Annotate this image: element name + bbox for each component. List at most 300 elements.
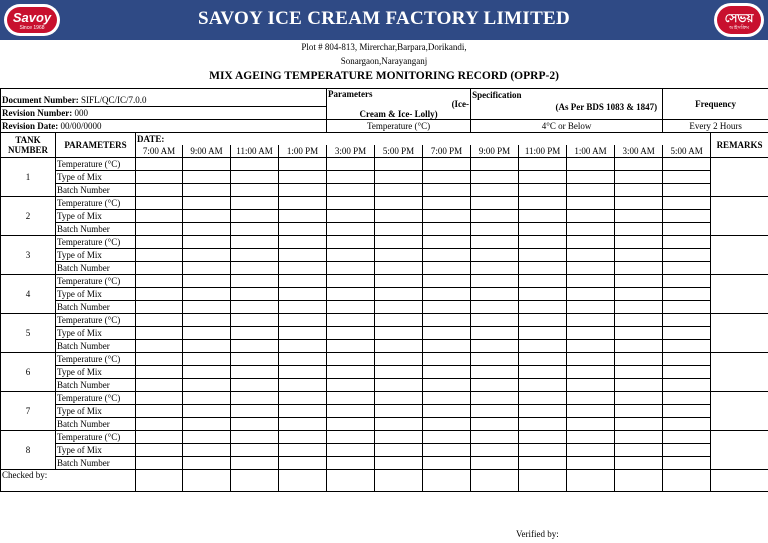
- reading-cell[interactable]: [375, 262, 423, 275]
- reading-cell[interactable]: [231, 431, 279, 444]
- reading-cell[interactable]: [279, 418, 327, 431]
- reading-cell[interactable]: [471, 418, 519, 431]
- reading-cell[interactable]: [567, 353, 615, 366]
- reading-cell[interactable]: [471, 158, 519, 171]
- reading-cell[interactable]: [279, 210, 327, 223]
- reading-cell[interactable]: [663, 236, 711, 249]
- reading-cell[interactable]: [279, 392, 327, 405]
- reading-cell[interactable]: [279, 379, 327, 392]
- reading-cell[interactable]: [231, 457, 279, 470]
- reading-cell[interactable]: [327, 171, 375, 184]
- reading-cell[interactable]: [519, 236, 567, 249]
- reading-cell[interactable]: [471, 184, 519, 197]
- reading-cell[interactable]: [327, 457, 375, 470]
- reading-cell[interactable]: [279, 275, 327, 288]
- reading-cell[interactable]: [327, 301, 375, 314]
- reading-cell[interactable]: [231, 405, 279, 418]
- reading-cell[interactable]: [567, 262, 615, 275]
- reading-cell[interactable]: [136, 184, 183, 197]
- reading-cell[interactable]: [615, 184, 663, 197]
- reading-cell[interactable]: [567, 210, 615, 223]
- reading-cell[interactable]: [375, 171, 423, 184]
- reading-cell[interactable]: [136, 171, 183, 184]
- reading-cell[interactable]: [567, 158, 615, 171]
- reading-cell[interactable]: [327, 353, 375, 366]
- reading-cell[interactable]: [471, 210, 519, 223]
- reading-cell[interactable]: [423, 392, 471, 405]
- reading-cell[interactable]: [375, 457, 423, 470]
- reading-cell[interactable]: [183, 379, 231, 392]
- reading-cell[interactable]: [519, 223, 567, 236]
- reading-cell[interactable]: [519, 340, 567, 353]
- reading-cell[interactable]: [136, 314, 183, 327]
- reading-cell[interactable]: [519, 444, 567, 457]
- reading-cell[interactable]: [375, 210, 423, 223]
- reading-cell[interactable]: [471, 379, 519, 392]
- reading-cell[interactable]: [423, 249, 471, 262]
- reading-cell[interactable]: [519, 184, 567, 197]
- remarks-cell[interactable]: [711, 392, 768, 431]
- reading-cell[interactable]: [136, 210, 183, 223]
- reading-cell[interactable]: [519, 249, 567, 262]
- reading-cell[interactable]: [136, 405, 183, 418]
- reading-cell[interactable]: [327, 288, 375, 301]
- reading-cell[interactable]: [231, 210, 279, 223]
- reading-cell[interactable]: [567, 340, 615, 353]
- reading-cell[interactable]: [615, 340, 663, 353]
- reading-cell[interactable]: [423, 210, 471, 223]
- reading-cell[interactable]: [519, 171, 567, 184]
- reading-cell[interactable]: [327, 314, 375, 327]
- reading-cell[interactable]: [183, 197, 231, 210]
- reading-cell[interactable]: [136, 366, 183, 379]
- reading-cell[interactable]: [327, 184, 375, 197]
- reading-cell[interactable]: [423, 158, 471, 171]
- reading-cell[interactable]: [279, 444, 327, 457]
- reading-cell[interactable]: [231, 366, 279, 379]
- remarks-cell[interactable]: [711, 275, 768, 314]
- reading-cell[interactable]: [615, 418, 663, 431]
- reading-cell[interactable]: [567, 301, 615, 314]
- reading-cell[interactable]: [615, 262, 663, 275]
- reading-cell[interactable]: [327, 405, 375, 418]
- reading-cell[interactable]: [327, 340, 375, 353]
- reading-cell[interactable]: [183, 353, 231, 366]
- reading-cell[interactable]: [471, 327, 519, 340]
- reading-cell[interactable]: [519, 197, 567, 210]
- reading-cell[interactable]: [136, 262, 183, 275]
- reading-cell[interactable]: [567, 223, 615, 236]
- reading-cell[interactable]: [279, 340, 327, 353]
- reading-cell[interactable]: [279, 249, 327, 262]
- reading-cell[interactable]: [663, 184, 711, 197]
- reading-cell[interactable]: [375, 158, 423, 171]
- reading-cell[interactable]: [136, 197, 183, 210]
- reading-cell[interactable]: [327, 379, 375, 392]
- reading-cell[interactable]: [279, 288, 327, 301]
- reading-cell[interactable]: [663, 249, 711, 262]
- reading-cell[interactable]: [615, 275, 663, 288]
- reading-cell[interactable]: [615, 353, 663, 366]
- reading-cell[interactable]: [615, 288, 663, 301]
- reading-cell[interactable]: [519, 418, 567, 431]
- reading-cell[interactable]: [567, 392, 615, 405]
- reading-cell[interactable]: [136, 418, 183, 431]
- reading-cell[interactable]: [519, 262, 567, 275]
- reading-cell[interactable]: [375, 353, 423, 366]
- reading-cell[interactable]: [663, 314, 711, 327]
- reading-cell[interactable]: [423, 366, 471, 379]
- reading-cell[interactable]: [183, 444, 231, 457]
- reading-cell[interactable]: [279, 184, 327, 197]
- reading-cell[interactable]: [615, 223, 663, 236]
- signature-cell[interactable]: [663, 470, 711, 492]
- reading-cell[interactable]: [375, 197, 423, 210]
- reading-cell[interactable]: [663, 210, 711, 223]
- reading-cell[interactable]: [423, 327, 471, 340]
- reading-cell[interactable]: [183, 301, 231, 314]
- reading-cell[interactable]: [663, 158, 711, 171]
- reading-cell[interactable]: [471, 392, 519, 405]
- reading-cell[interactable]: [423, 457, 471, 470]
- reading-cell[interactable]: [471, 236, 519, 249]
- reading-cell[interactable]: [615, 457, 663, 470]
- reading-cell[interactable]: [231, 249, 279, 262]
- reading-cell[interactable]: [231, 158, 279, 171]
- reading-cell[interactable]: [423, 314, 471, 327]
- reading-cell[interactable]: [136, 379, 183, 392]
- reading-cell[interactable]: [136, 158, 183, 171]
- signature-cell[interactable]: [711, 470, 768, 492]
- reading-cell[interactable]: [279, 314, 327, 327]
- reading-cell[interactable]: [423, 353, 471, 366]
- reading-cell[interactable]: [183, 418, 231, 431]
- reading-cell[interactable]: [519, 353, 567, 366]
- reading-cell[interactable]: [231, 353, 279, 366]
- reading-cell[interactable]: [663, 171, 711, 184]
- reading-cell[interactable]: [615, 431, 663, 444]
- reading-cell[interactable]: [567, 431, 615, 444]
- reading-cell[interactable]: [183, 431, 231, 444]
- reading-cell[interactable]: [663, 288, 711, 301]
- reading-cell[interactable]: [615, 249, 663, 262]
- reading-cell[interactable]: [423, 275, 471, 288]
- reading-cell[interactable]: [519, 275, 567, 288]
- signature-cell[interactable]: [423, 470, 471, 492]
- reading-cell[interactable]: [231, 392, 279, 405]
- reading-cell[interactable]: [183, 262, 231, 275]
- reading-cell[interactable]: [423, 262, 471, 275]
- reading-cell[interactable]: [567, 288, 615, 301]
- signature-cell[interactable]: [471, 470, 519, 492]
- reading-cell[interactable]: [136, 444, 183, 457]
- reading-cell[interactable]: [663, 327, 711, 340]
- reading-cell[interactable]: [183, 340, 231, 353]
- reading-cell[interactable]: [615, 379, 663, 392]
- reading-cell[interactable]: [567, 249, 615, 262]
- reading-cell[interactable]: [615, 236, 663, 249]
- reading-cell[interactable]: [327, 275, 375, 288]
- reading-cell[interactable]: [615, 392, 663, 405]
- reading-cell[interactable]: [231, 379, 279, 392]
- reading-cell[interactable]: [423, 431, 471, 444]
- reading-cell[interactable]: [279, 236, 327, 249]
- reading-cell[interactable]: [327, 392, 375, 405]
- reading-cell[interactable]: [279, 223, 327, 236]
- reading-cell[interactable]: [375, 327, 423, 340]
- reading-cell[interactable]: [519, 301, 567, 314]
- reading-cell[interactable]: [231, 197, 279, 210]
- reading-cell[interactable]: [375, 405, 423, 418]
- reading-cell[interactable]: [231, 275, 279, 288]
- reading-cell[interactable]: [375, 249, 423, 262]
- reading-cell[interactable]: [519, 366, 567, 379]
- reading-cell[interactable]: [136, 249, 183, 262]
- reading-cell[interactable]: [183, 288, 231, 301]
- remarks-cell[interactable]: [711, 236, 768, 275]
- reading-cell[interactable]: [279, 457, 327, 470]
- reading-cell[interactable]: [327, 366, 375, 379]
- reading-cell[interactable]: [183, 366, 231, 379]
- reading-cell[interactable]: [423, 405, 471, 418]
- reading-cell[interactable]: [519, 327, 567, 340]
- reading-cell[interactable]: [136, 223, 183, 236]
- reading-cell[interactable]: [663, 418, 711, 431]
- reading-cell[interactable]: [423, 379, 471, 392]
- reading-cell[interactable]: [375, 301, 423, 314]
- signature-cell[interactable]: [519, 470, 567, 492]
- reading-cell[interactable]: [663, 431, 711, 444]
- reading-cell[interactable]: [183, 158, 231, 171]
- reading-cell[interactable]: [327, 158, 375, 171]
- reading-cell[interactable]: [471, 353, 519, 366]
- reading-cell[interactable]: [615, 301, 663, 314]
- reading-cell[interactable]: [231, 327, 279, 340]
- reading-cell[interactable]: [567, 405, 615, 418]
- reading-cell[interactable]: [279, 366, 327, 379]
- reading-cell[interactable]: [136, 301, 183, 314]
- reading-cell[interactable]: [471, 405, 519, 418]
- reading-cell[interactable]: [375, 314, 423, 327]
- reading-cell[interactable]: [519, 158, 567, 171]
- reading-cell[interactable]: [615, 366, 663, 379]
- reading-cell[interactable]: [663, 366, 711, 379]
- signature-cell[interactable]: [279, 470, 327, 492]
- signature-cell[interactable]: [327, 470, 375, 492]
- reading-cell[interactable]: [231, 262, 279, 275]
- reading-cell[interactable]: [663, 405, 711, 418]
- remarks-cell[interactable]: [711, 197, 768, 236]
- reading-cell[interactable]: [183, 275, 231, 288]
- reading-cell[interactable]: [327, 418, 375, 431]
- reading-cell[interactable]: [519, 314, 567, 327]
- remarks-cell[interactable]: [711, 158, 768, 197]
- reading-cell[interactable]: [231, 340, 279, 353]
- reading-cell[interactable]: [471, 340, 519, 353]
- reading-cell[interactable]: [327, 431, 375, 444]
- reading-cell[interactable]: [519, 431, 567, 444]
- reading-cell[interactable]: [183, 314, 231, 327]
- reading-cell[interactable]: [231, 301, 279, 314]
- reading-cell[interactable]: [615, 405, 663, 418]
- reading-cell[interactable]: [375, 288, 423, 301]
- reading-cell[interactable]: [471, 431, 519, 444]
- reading-cell[interactable]: [136, 275, 183, 288]
- reading-cell[interactable]: [519, 379, 567, 392]
- reading-cell[interactable]: [183, 392, 231, 405]
- reading-cell[interactable]: [279, 405, 327, 418]
- signature-cell[interactable]: [615, 470, 663, 492]
- reading-cell[interactable]: [423, 236, 471, 249]
- reading-cell[interactable]: [183, 210, 231, 223]
- reading-cell[interactable]: [375, 184, 423, 197]
- reading-cell[interactable]: [375, 418, 423, 431]
- reading-cell[interactable]: [183, 457, 231, 470]
- reading-cell[interactable]: [136, 392, 183, 405]
- reading-cell[interactable]: [423, 184, 471, 197]
- reading-cell[interactable]: [519, 405, 567, 418]
- reading-cell[interactable]: [327, 249, 375, 262]
- reading-cell[interactable]: [615, 444, 663, 457]
- reading-cell[interactable]: [471, 275, 519, 288]
- reading-cell[interactable]: [567, 314, 615, 327]
- reading-cell[interactable]: [471, 197, 519, 210]
- remarks-cell[interactable]: [711, 314, 768, 353]
- reading-cell[interactable]: [231, 223, 279, 236]
- reading-cell[interactable]: [567, 457, 615, 470]
- reading-cell[interactable]: [375, 223, 423, 236]
- reading-cell[interactable]: [375, 236, 423, 249]
- reading-cell[interactable]: [423, 444, 471, 457]
- remarks-cell[interactable]: [711, 431, 768, 470]
- reading-cell[interactable]: [231, 418, 279, 431]
- reading-cell[interactable]: [375, 379, 423, 392]
- reading-cell[interactable]: [663, 197, 711, 210]
- reading-cell[interactable]: [615, 197, 663, 210]
- reading-cell[interactable]: [279, 158, 327, 171]
- reading-cell[interactable]: [423, 340, 471, 353]
- reading-cell[interactable]: [136, 457, 183, 470]
- reading-cell[interactable]: [327, 197, 375, 210]
- reading-cell[interactable]: [567, 184, 615, 197]
- reading-cell[interactable]: [663, 262, 711, 275]
- reading-cell[interactable]: [183, 327, 231, 340]
- reading-cell[interactable]: [136, 431, 183, 444]
- remarks-cell[interactable]: [711, 353, 768, 392]
- reading-cell[interactable]: [136, 327, 183, 340]
- reading-cell[interactable]: [567, 171, 615, 184]
- reading-cell[interactable]: [231, 171, 279, 184]
- reading-cell[interactable]: [183, 184, 231, 197]
- signature-cell[interactable]: [231, 470, 279, 492]
- reading-cell[interactable]: [375, 392, 423, 405]
- reading-cell[interactable]: [231, 236, 279, 249]
- reading-cell[interactable]: [327, 223, 375, 236]
- reading-cell[interactable]: [327, 210, 375, 223]
- reading-cell[interactable]: [423, 418, 471, 431]
- reading-cell[interactable]: [471, 457, 519, 470]
- reading-cell[interactable]: [423, 171, 471, 184]
- reading-cell[interactable]: [183, 249, 231, 262]
- signature-cell[interactable]: [136, 470, 183, 492]
- signature-cell[interactable]: [567, 470, 615, 492]
- reading-cell[interactable]: [327, 236, 375, 249]
- reading-cell[interactable]: [567, 236, 615, 249]
- reading-cell[interactable]: [567, 366, 615, 379]
- reading-cell[interactable]: [231, 444, 279, 457]
- reading-cell[interactable]: [375, 431, 423, 444]
- reading-cell[interactable]: [279, 197, 327, 210]
- reading-cell[interactable]: [183, 223, 231, 236]
- reading-cell[interactable]: [471, 444, 519, 457]
- reading-cell[interactable]: [519, 210, 567, 223]
- reading-cell[interactable]: [663, 223, 711, 236]
- reading-cell[interactable]: [567, 444, 615, 457]
- reading-cell[interactable]: [519, 457, 567, 470]
- reading-cell[interactable]: [663, 379, 711, 392]
- reading-cell[interactable]: [471, 301, 519, 314]
- reading-cell[interactable]: [663, 301, 711, 314]
- reading-cell[interactable]: [471, 262, 519, 275]
- reading-cell[interactable]: [471, 249, 519, 262]
- reading-cell[interactable]: [327, 444, 375, 457]
- reading-cell[interactable]: [423, 223, 471, 236]
- reading-cell[interactable]: [567, 197, 615, 210]
- reading-cell[interactable]: [136, 288, 183, 301]
- reading-cell[interactable]: [231, 184, 279, 197]
- reading-cell[interactable]: [663, 457, 711, 470]
- reading-cell[interactable]: [136, 353, 183, 366]
- reading-cell[interactable]: [471, 366, 519, 379]
- reading-cell[interactable]: [567, 327, 615, 340]
- reading-cell[interactable]: [567, 275, 615, 288]
- reading-cell[interactable]: [279, 353, 327, 366]
- reading-cell[interactable]: [615, 327, 663, 340]
- reading-cell[interactable]: [471, 171, 519, 184]
- reading-cell[interactable]: [519, 288, 567, 301]
- reading-cell[interactable]: [423, 288, 471, 301]
- reading-cell[interactable]: [327, 262, 375, 275]
- reading-cell[interactable]: [279, 431, 327, 444]
- reading-cell[interactable]: [375, 275, 423, 288]
- signature-cell[interactable]: [375, 470, 423, 492]
- reading-cell[interactable]: [279, 171, 327, 184]
- reading-cell[interactable]: [615, 210, 663, 223]
- reading-cell[interactable]: [471, 223, 519, 236]
- reading-cell[interactable]: [279, 262, 327, 275]
- reading-cell[interactable]: [327, 327, 375, 340]
- reading-cell[interactable]: [375, 340, 423, 353]
- reading-cell[interactable]: [136, 236, 183, 249]
- reading-cell[interactable]: [615, 314, 663, 327]
- reading-cell[interactable]: [279, 301, 327, 314]
- reading-cell[interactable]: [567, 379, 615, 392]
- reading-cell[interactable]: [423, 197, 471, 210]
- reading-cell[interactable]: [519, 392, 567, 405]
- reading-cell[interactable]: [471, 314, 519, 327]
- reading-cell[interactable]: [615, 158, 663, 171]
- reading-cell[interactable]: [615, 171, 663, 184]
- reading-cell[interactable]: [471, 288, 519, 301]
- reading-cell[interactable]: [231, 314, 279, 327]
- reading-cell[interactable]: [663, 392, 711, 405]
- reading-cell[interactable]: [663, 340, 711, 353]
- reading-cell[interactable]: [136, 340, 183, 353]
- reading-cell[interactable]: [183, 171, 231, 184]
- reading-cell[interactable]: [231, 288, 279, 301]
- reading-cell[interactable]: [183, 405, 231, 418]
- reading-cell[interactable]: [423, 301, 471, 314]
